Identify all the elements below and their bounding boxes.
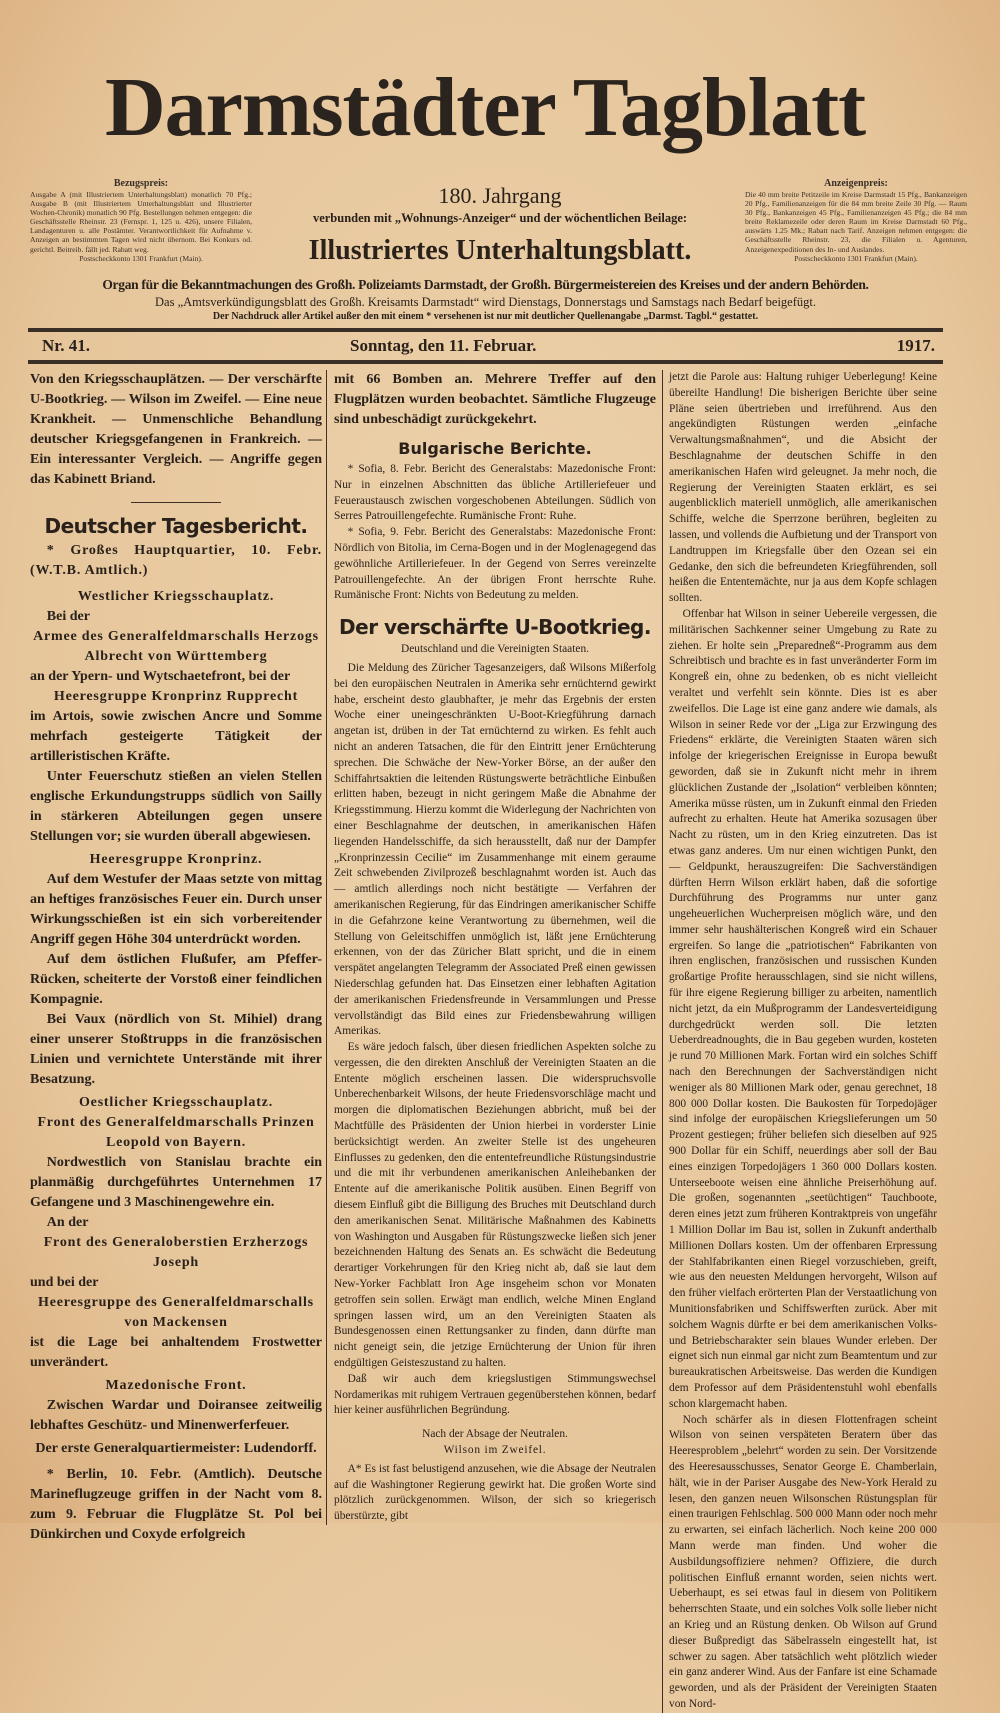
army-name: Heeresgruppe Kronprinz Rupprecht: [53, 689, 299, 704]
masthead-title: Darmstädter Tagblatt: [104, 61, 866, 154]
volume-number: 180. Jahrgang: [438, 183, 562, 208]
subscription-title: Bezugspreis:: [113, 178, 169, 189]
text: und bei der: [30, 1275, 99, 1290]
paragraph: * Sofia, 8. Febr. Bericht des Generalstabs: Mazedonische Front: Nur in einzelnen Abschnitten das übliche Artilleriefeuer und Feueraustausch zwischen vorgeschobenen Abteilungen. Südlich von Serres Patrouillengefechte. Rumänische Front: Ruhe.: [334, 463, 656, 523]
contents-summary: Von den Kriegsschauplätzen. — Der verschärfte U-Bootkrieg. — Wilson im Zweifel. — Eine neue Krankheit. — Unmenschliche Behandlung deutscher Kriegsgefangenen in Frankreich. — Ein interessanter Vergleich. — Angriffe gegen das Kabinett Briand.: [30, 372, 322, 487]
paragraph: Die Meldung des Züricher Tagesanzeigers, daß Wilsons Mißerfolg bei den europäischen Neutralen in Amerika sehr ernüchternd gewirkt habe, erscheint desto glaubhafter, je mehr das Ergebnis der ersten Woche einer uneingeschränkten U-Boot-Kriegführung darnach angetan ist, drüben in der Tat ernüchternd zu wirken. Es fehlt auch nicht an anderen Tatsachen, die für den Eintritt jener Ernüchterung sprechen. Die Schwäche der New-Yorker Börse, an der außer den Schiffahrtsaktien die leitenden Rüstungswerte beträchtliche Einbußen erlitten haben, bezeugt in nicht geringem Maße die Abnahme der Kriegsstimmung. Hierzu kommt die Widerlegung der Nachrichten von einer Beschlagnahme der deutschen, in amerikanischen Häfen liegenden Handelsschiffe, da sich herausstellt, daß nur der Dampfer „Kronprinzessin Cecilie“ im Zusammenhange mit einem geraume Zeit schwebenden Zivilprozeß beschlagnahmt worden ist. Auch das — amtlich allerdings noch nicht bestätigte — Verfahren der amerikanischen Regierung, für das Eindringen amerikanischer Schiffe in die Gefahrzone keine Verantwortung zu übernehmen, weil die Stellung von Geleitschiffen unmöglich ist, läßt jene Ernüchterung erkennen, von der das Züricher Blatt spricht, und die in einem verspätet angelangten Telegramm der Associated Preß einen gewissen Niederschlag gefunden hat. Das Einsetzen einer lebhaften Agitation der amerikanischen Friedensfreunde in Versammlungen und Presse vervollständigt das Bild eines zur Friedensbewahrung willigen Amerikas.: [334, 661, 656, 1038]
army-name: Armee des Generalfeldmarschalls Herzogs Albrecht von Württemberg: [33, 629, 319, 664]
article-heading: Bulgarische Berichte.: [398, 439, 592, 458]
column-3: [662, 370, 937, 1713]
reprint-notice: Der Nachdruck aller Artikel außer den mit einem * versehenen ist nur mit deutlicher Quellenangabe „Darmst. Tagbl.“ gestattet.: [212, 311, 759, 322]
army-name: Heeresgruppe des Generalfeldmarschalls von Mackensen: [38, 1295, 314, 1330]
paragraph: Auf dem Westufer der Maas setzte von mittag an heftiges französisches Feuer ein. Durch unser Wirkungsschießen ist ein sich vorbereitender Angriff gegen Höhe 304 unterdrückt worden.: [30, 872, 322, 947]
paragraph: im Artois, sowie zwischen Ancre und Somme mehrfach gesteigerte Tätigkeit der artilleristischen Kräfte.: [30, 709, 322, 764]
article-subheading: Wilson im Zweifel.: [443, 1444, 547, 1457]
article-heading: Der verschärfte U-Bootkrieg.: [339, 615, 651, 640]
paragraph: Daß wir auch dem kriegslustigen Stimmungswechsel Nordamerikas mit ruhigem Vertrauen gegenüberstehen können, bedarf hier keiner ausführlichen Begründung.: [334, 1372, 656, 1417]
paragraph: Zwischen Wardar und Doiransee zeitweilig lebhaftes Geschütz- und Minenwerferfeuer.: [30, 1398, 322, 1433]
section-heading: Mazedonische Front.: [105, 1378, 247, 1393]
issue-date: Sonntag, den 11. Februar.: [350, 336, 537, 355]
text: An der: [46, 1215, 89, 1230]
article-heading: Nach der Absage der Neutralen.: [422, 1428, 568, 1441]
paragraph: an der Ypern- und Wytschaetefront, bei der: [30, 669, 291, 684]
column-2: [326, 370, 662, 1525]
paragraph: Auf dem östlichen Flußufer, am Pfeffer-Rücken, scheiterte der Vorstoß einer feindlichen Kompagnie.: [30, 952, 322, 1007]
supplement-title: Illustriertes Unterhaltungsblatt.: [308, 235, 692, 266]
short-rule: [131, 502, 221, 503]
organ-line: Organ für die Bekanntmachungen des Großh. Polizeiamts Darmstadt, der Großh. Bürgermeistereien des Kreises und der andern Behörden.: [102, 277, 869, 292]
section-heading: Westlicher Kriegsschauplatz.: [77, 589, 275, 604]
issue-number: Nr. 41.: [42, 336, 91, 355]
army-name: Front des Generalfeldmarschalls Prinzen Leopold von Bayern.: [37, 1115, 315, 1150]
subscription-text: Ausgabe A (mit Illustriertem Unterhaltungsblatt) monatlich 70 Pfg.; Ausgabe B (mit Illustriertem Unterhaltungsblatt und Illustrierter Wochen-Chronik) monatlich 90 Pfg. Bestellungen nehmen entgegen: die Geschäftsstelle Rheinstr. 23 (Fernspr. 1, 125 u. 426), unsere Filialen, Landagenturen u. alle Postämter. Verantwortlichkeit für Aufnahme v. Anzeigen an bestimmten Tagen wird nicht übernom. Bei Konkurs od. gerichtl. Beitreib. fällt jed. Rabatt weg.: [30, 190, 252, 254]
advertising-footer: Postscheckkonto 1301 Frankfurt (Main).: [794, 253, 918, 263]
paragraph: Noch schärfer als in diesen Flottenfragen scheint Wilson von seinen verspäteten Beratern über das Heeresproblem „belehrt“ worden zu sein. Der Vorsitzende des Heeresausschusses, Senator George E. Chamberlain, hält, wie in der Pariser Ausgabe des New-York Herald zu lesen, den ganzen neuen Wilsonschen Rüstungsplan für einen traurigen Fehlschlag. 500 000 Mann oder noch mehr zu erwarten, sei einfach lächerlich. Noch keine 200 000 Mann werde man finden. Und woher die Ausbildungsoffiziere nehmen? Offiziere, die durch politischen Einfluß ernannt worden, seien nichts wert. Ueberhaupt, es sei etwas faul in diesem von Politikern beherrschten Staate, und ein solches Volk solle lieber nicht an Krieg und an Rüstung denken. Ob Wilson auf Grund dieser Bußpredigt das Säbelrasseln eingestellt hat, ist schwer zu sagen. Aber tatsächlich weht plötzlich wieder ein ganz anderer Wind. Aus der Fanfare ist eine Schamade geworden, und als der Präsident der Vereinigten Staaten von Nord-: [669, 1413, 937, 1710]
supplement-note: verbunden mit „Wohnungs-Anzeiger“ und der wöchentlichen Beilage:: [312, 211, 688, 225]
paragraph: A* Es ist fast belustigend anzusehen, wie die Absage der Neutralen auf die Washingtoner Regierung gewirkt hat. Die großen Worte sind plötzlich zurückgenommen. Wilson, der sich so kriegerisch überstürzte, gibt: [334, 1462, 656, 1523]
paragraph: * Sofia, 9. Febr. Bericht des Generalstabs: Mazedonische Front: Nördlich von Bitolia, im Cerna-Bogen und in der Moglenagegend das gewöhnliche Artilleriefeuer. In der Gegend von Serres vereinzelte Patrouillengefechte. An der übrigen Front herrschte Ruhe. Rumänische Front: Nichts von Bedeutung zu melden.: [334, 526, 656, 602]
advertising-title: Anzeigenpreis:: [824, 178, 888, 189]
issue-bar: [28, 332, 943, 360]
paragraph: ist die Lage bei anhaltendem Frostwetter unverändert.: [30, 1335, 322, 1370]
page-body: [28, 276, 943, 1713]
paragraph: Bei Vaux (nördlich von St. Mihiel) drang einer unserer Stoßtrupps in die französischen Linien und vernichtete Unterstände mit ihrer Besatzung.: [30, 1012, 322, 1087]
paragraph: Unter Feuerschutz stießen an vielen Stellen englische Erkundungstrupps südlich von Sailly in stärkeren Abteilungen gegen unsere Stellungen vor; sie wurden überall abgewiesen.: [30, 769, 322, 844]
section-heading: Oestlicher Kriegsschauplatz.: [78, 1095, 273, 1110]
article-heading: Deutscher Tagesbericht.: [44, 514, 308, 538]
divider-bottom: [28, 360, 943, 364]
article-subheading: Deutschland und die Vereinigten Staaten.: [401, 643, 589, 656]
amtsblatt-line: Das „Amtsverkündigungsblatt des Großh. Kreisamts Darmstadt“ wird Dienstags, Donnerstags und Samstags nach Bedarf beigefügt.: [155, 295, 816, 309]
paragraph: Offenbar hat Wilson in seiner Uebereile vergessen, die militärischen Sachkenner seiner Umgebung zu Rate zu ziehen. Er holte sein „Preparedneß“-Programm aus dem Schreibtisch und brachte es in fast unveränderter Form im Kongreß ein, ohne zu bedenken, ob es nicht vielleicht veraltet und verfehlt sein könnte. Dies ist es aber zweifellos. Die Lage ist eine ganz andere wie damals, als Wilson in seiner Rede vor der „Liga zur Erzwingung des Friedens“ erklärte, die Vereinigten Staaten wären sich infolge der kriegerischen Ereignisse in Europa bewußt geworden, daß sie in Zukunft nicht mehr in ihrem glücklichen Zustande der „Isolation“ verbleiben könnten; Amerika müsse rüsten, um in Zukunft einmal den Frieden aufrecht zu erhalten. Heute hat Amerika sozusagen über Nacht zu rüsten, um in den Krieg einzutreten. Das ist etwas ganz anderes. Um nur einen wichtigen Punkt, den — Geldpunkt, herauszugreifen: Die Sachverständigen dürften Herrn Wilson erklärt haben, daß die sofortige Durchführung des Programms nur unter ganz ungeheuerlichen Wucherpreisen möglich wäre, und den immer sehr haushälterischen Kongreß wird ein Schauer ergreifen. So lange die „patriotischen“ Fabrikanten von ihren englischen, französischen und russischen Kunden großartige Profite herausschlagen, sind sie nicht willens, für ihre eigene Regierung billiger zu arbeiten, namentlich nicht jetzt, da ein Mußprogramm der Landesverteidigung durchgedrückt werden soll. Die letzten Ueberdreadnoughts, die in Bau gegeben wurden, kosteten je rund 70 Millionen Mark. Fortan wird ein solches Schiff nach den Berechnungen der Sachverständigen nicht weniger als 80 Millionen Mark oder, genau gerechnet, 18 800 000 Dollar kosten. Die Baukosten für Torpedojäger sind infolge der europäischen Kriegslieferungen um 50 Prozent gestiegen; früher beliefen sich dieselben auf 925 900 Dollar für ein Schiff, neuerdings aber soll der Bau eines einzigen Torpedojägers 1 360 000 Dollars kosten. Unterseeboote weisen eine ähnliche Preiserhöhung auf. Die großen, sogenannten „seetüchtigen“ Tauchboote, deren eines jetzt zum früheren Kontraktpreis von ungefähr 1 Million Dollar im Bau ist, sollen in Zukunft anderthalb Millionen Dollars kosten. Um der offenbaren Erpressung der Stahlfabrikanten einen Riegel vorzuschieben, greift, wie aus den neuesten Meldungen hervorgeht, Wilson auf den früher vielfach erörterten Plan der Verstaatlichung von Munitionsfabriken und Schiffswerften zurück. Aber mit solchem Wagnis dürfte er bei dem amerikanischen Volks- und Betriebscharakter sein blaues Wunder erleben. Der eignet sich nun einmal gar nicht zum Beamtentum und zur bureaukratischen Arbeitsweise. Das werden die Kundigen dem Professor auf dem Präsidentenstuhl wohl ebenfalls schon klargemacht haben.: [669, 607, 937, 1410]
subscription-box: [30, 178, 252, 263]
columns: [28, 370, 943, 1713]
subscription-footer: Postscheckkonto 1301 Frankfurt (Main).: [79, 253, 203, 263]
dateline: * Großes Hauptquartier, 10. Febr. (W.T.B. Amtlich.): [30, 543, 322, 578]
column-1: [28, 370, 326, 1545]
signoff: Der erste Generalquartiermeister: Ludendorff.: [35, 1441, 317, 1456]
army-name: Front des Generaloberstien Erzherzogs Joseph: [43, 1235, 309, 1270]
army-name: Heeresgruppe Kronprinz.: [89, 852, 263, 867]
text: Bei der: [46, 609, 90, 624]
advertising-text: Die 40 mm breite Petitzeile im Kreise Darmstadt 15 Pfg., Bankanzeigen 20 Pfg., Familienanzeigen für die 84 mm breite Zeile 30 Pfg. — Raum 30 Pfg., Bankanzeigen 45 Pfg., Familienanzeigen 45 Pfg.; die 84 mm breite Reklamezeile oder deren Raum im Kreise Darmstadt 60 Pfg., auswärts 1.25 Mk.; Rabatt nach Tarif. Anzeigen nehmen entgegen: die Geschäftsstelle Rheinstr. 23, die Filialen u. Agenturen, Anzeigenexpeditionen des In- und Auslandes.: [745, 190, 967, 254]
paragraph: Es wäre jedoch falsch, über diesen friedlichen Aspekten solche zu vergessen, die den direkten Anschluß der Vereinigten Staaten an die Entente möglich erscheinen lassen. Die widerspruchsvolle Unberechenbarkeit Wilsons, der heute Friedensvorschläge macht und morgen die diplomatischen Beziehungen abbricht, muß bei der Machtfülle des Präsidenten der Union hierbei in vorderster Linie berücksichtigt werden. An zweiter Stelle ist des ungeheuren Einflusses zu gedenken, den die ententefreundliche Rüstungsindustrie und die mit ihr verbundenen amerikanischen Anleihebanken der Entente auf die amerikanische Politik ausüben. Einen Begriff von diesem Einfluß gibt die Billigung des Bruches mit Deutschland durch den amerikanischen Senat. Militärische Maßnahmen des Kabinetts von Washington und Ausgaben für Rüstungszwecke ließen sich jener bezeichnenden Haltung des Senats an. Es schwächt die Bedeutung derartiger Vorkehrungen für den Krieg nicht ab, daß sie laut dem New-Yorker Fachblatt Iron Age insgeheim schon vor Monaten getroffen sein sollen. Erwägt man endlich, welche Minen England springen lassen wird, um an den Vereinigten Staaten als Bundesgenossen einen Rettungsanker zu finden, dann dürfte man nicht geneigt sein, die jetzige Ernüchterung der Union für ihren endgültigen Geisteszustand zu halten.: [334, 1041, 656, 1370]
paragraph: Nordwestlich von Stanislau brachte ein planmäßig durchgeführtes Unternehmen 17 Gefangene und 3 Maschinengewehre ein.: [30, 1155, 322, 1210]
paragraph: mit 66 Bomben an. Mehrere Treffer auf den Flugplätzen wurden beobachtet. Sämtliche Flugzeuge sind unbeschädigt zurückgekehrt.: [334, 372, 656, 427]
issue-year: 1917.: [896, 336, 935, 355]
paragraph: * Berlin, 10. Febr. (Amtlich). Deutsche Marineflugzeuge griffen in der Nacht vom 8. zum 9. Februar die Flugplätze St. Pol bei Dünkirchen und Coxyde erfolgreich: [30, 1467, 322, 1542]
advertising-box: [745, 178, 967, 263]
paragraph: jetzt die Parole aus: Haltung ruhiger Ueberlegung! Keine übereilte Handlung! Die bisherigen Berichte über seine Pläne seien übertrieben und irreführend. Aus den angekündigten Rüstungen werden „einfache Verwaltungsmaßnahmen“, und die Absicht der Beschlagnahme der deutschen Schiffe in den amerikanischen Hafen wird geleugnet. Ja mehr noch, die Regierung der Vereinigten Staaten erklärt, es sei augenblicklich materiell unmöglich, alle amerikanischen Schiffe, welche die Sperrzone berühren, begleiten zu lassen, und vollends die Aufbietung und der Transport von Landtruppen im Kriegsfalle über den Ozean sei ein Gedanke, den sich die befreundeten Kriegführenden, soll heißen die Ententemächte, nur ja aus dem Kopfe schlagen sollten.: [669, 371, 937, 605]
